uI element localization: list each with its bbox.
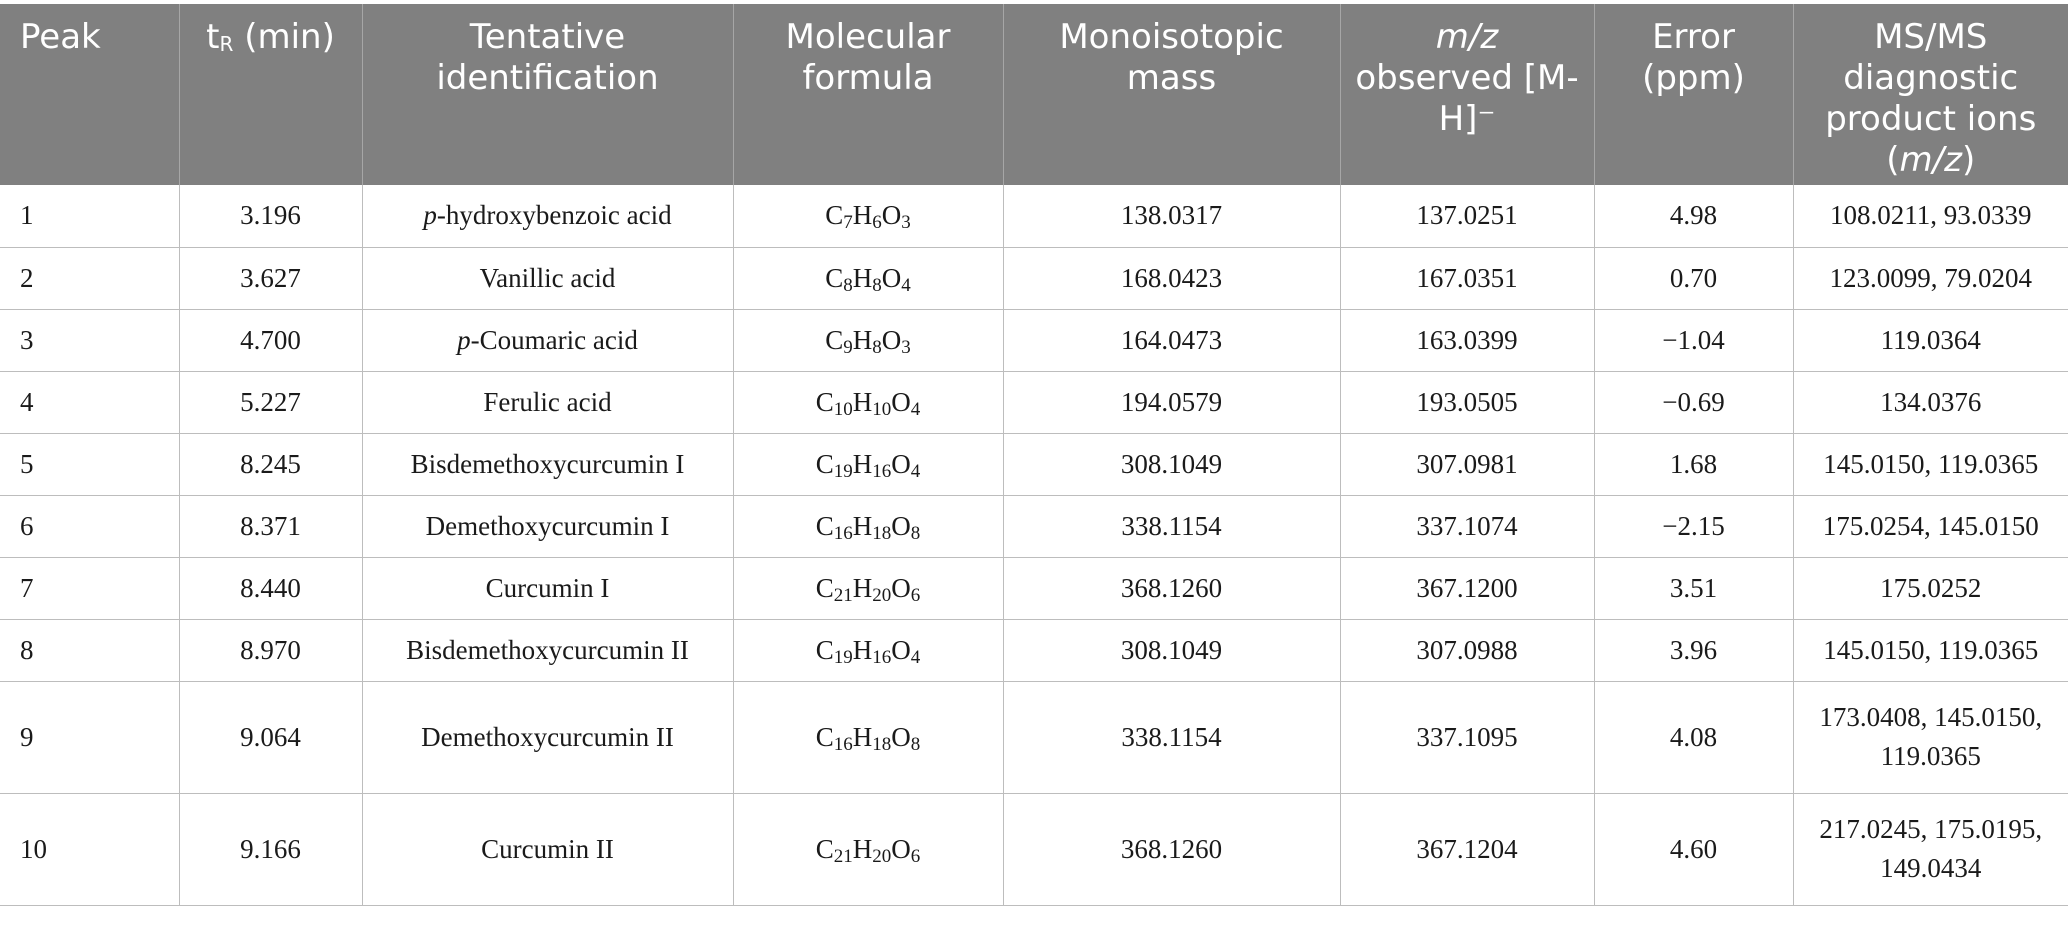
cell-error: 4.60 xyxy=(1594,793,1793,905)
table-body xyxy=(0,185,2068,905)
cell-identification: Demethoxycurcumin II xyxy=(362,681,733,793)
cell-identification: Ferulic acid xyxy=(362,371,733,433)
cell-peak: 1 xyxy=(0,185,179,247)
cell-mass: 338.1154 xyxy=(1003,495,1340,557)
cell-mz-observed: 167.0351 xyxy=(1340,247,1594,309)
cell-peak: 2 xyxy=(0,247,179,309)
cell-msms-ions: 119.0364 xyxy=(1793,309,2068,371)
cell-retention-time: 9.064 xyxy=(179,681,362,793)
cell-retention-time: 9.166 xyxy=(179,793,362,905)
cell-error: 3.51 xyxy=(1594,557,1793,619)
cell-identification: Bisdemethoxycurcumin II xyxy=(362,619,733,681)
cell-identification: p-hydroxybenzoic acid xyxy=(362,185,733,247)
table-row xyxy=(0,433,2068,495)
compound-table xyxy=(0,4,2068,906)
table-header xyxy=(0,4,2068,185)
table-row xyxy=(0,557,2068,619)
cell-mz-observed: 307.0981 xyxy=(1340,433,1594,495)
table-row xyxy=(0,793,2068,905)
cell-formula: $C_8H_8O_4$ xyxy=(733,247,1003,309)
cell-mz-observed: 337.1095 xyxy=(1340,681,1594,793)
table-row xyxy=(0,247,2068,309)
cell-msms-ions: 145.0150, 119.0365 xyxy=(1793,619,2068,681)
cell-mass: 164.0473 xyxy=(1003,309,1340,371)
cell-msms-ions: 175.0254, 145.0150 xyxy=(1793,495,2068,557)
cell-peak: 3 xyxy=(0,309,179,371)
table-row xyxy=(0,371,2068,433)
cell-formula: $C_{21}H_{20}O_6$ xyxy=(733,793,1003,905)
header-mz-observed: m/z observed [M-H]⁻ xyxy=(1340,4,1594,185)
header-mass: Monoisotopic mass xyxy=(1003,4,1340,185)
table-row xyxy=(0,309,2068,371)
cell-peak: 6 xyxy=(0,495,179,557)
cell-retention-time: 5.227 xyxy=(179,371,362,433)
cell-mass: 308.1049 xyxy=(1003,433,1340,495)
cell-mz-observed: 307.0988 xyxy=(1340,619,1594,681)
cell-error: −2.15 xyxy=(1594,495,1793,557)
cell-formula: $C_{19}H_{16}O_4$ xyxy=(733,433,1003,495)
cell-mz-observed: 367.1204 xyxy=(1340,793,1594,905)
header-peak: Peak xyxy=(0,4,179,185)
cell-msms-ions: 134.0376 xyxy=(1793,371,2068,433)
cell-formula: $C_{16}H_{18}O_8$ xyxy=(733,495,1003,557)
cell-mz-observed: 337.1074 xyxy=(1340,495,1594,557)
cell-mass: 308.1049 xyxy=(1003,619,1340,681)
cell-mz-observed: 137.0251 xyxy=(1340,185,1594,247)
table-row xyxy=(0,495,2068,557)
cell-identification: Bisdemethoxycurcumin I xyxy=(362,433,733,495)
cell-msms-ions: 175.0252 xyxy=(1793,557,2068,619)
cell-peak: 10 xyxy=(0,793,179,905)
cell-mz-observed: 163.0399 xyxy=(1340,309,1594,371)
cell-msms-ions: 145.0150, 119.0365 xyxy=(1793,433,2068,495)
cell-formula: $C_7H_6O_3$ xyxy=(733,185,1003,247)
cell-retention-time: 4.700 xyxy=(179,309,362,371)
cell-error: 4.98 xyxy=(1594,185,1793,247)
cell-formula: $C_9H_8O_3$ xyxy=(733,309,1003,371)
header-retention-time: tR (min) xyxy=(179,4,362,185)
header-msms: MS/MS diagnostic product ions (m/z) xyxy=(1793,4,2068,185)
cell-mass: 368.1260 xyxy=(1003,793,1340,905)
cell-retention-time: 8.970 xyxy=(179,619,362,681)
cell-msms-ions: 108.0211, 93.0339 xyxy=(1793,185,2068,247)
cell-identification: Curcumin I xyxy=(362,557,733,619)
cell-error: 0.70 xyxy=(1594,247,1793,309)
cell-peak: 9 xyxy=(0,681,179,793)
cell-identification: p-Coumaric acid xyxy=(362,309,733,371)
cell-mass: 338.1154 xyxy=(1003,681,1340,793)
cell-retention-time: 8.440 xyxy=(179,557,362,619)
cell-error: −1.04 xyxy=(1594,309,1793,371)
header-identification: Tentative identification xyxy=(362,4,733,185)
cell-msms-ions: 217.0245, 175.0195, 149.0434 xyxy=(1793,793,2068,905)
cell-retention-time: 3.196 xyxy=(179,185,362,247)
cell-mz-observed: 193.0505 xyxy=(1340,371,1594,433)
cell-mass: 138.0317 xyxy=(1003,185,1340,247)
cell-error: 3.96 xyxy=(1594,619,1793,681)
cell-retention-time: 8.371 xyxy=(179,495,362,557)
header-error: Error (ppm) xyxy=(1594,4,1793,185)
cell-mz-observed: 367.1200 xyxy=(1340,557,1594,619)
cell-formula: $C_{10}H_{10}O_4$ xyxy=(733,371,1003,433)
cell-formula: $C_{19}H_{16}O_4$ xyxy=(733,619,1003,681)
cell-error: −0.69 xyxy=(1594,371,1793,433)
cell-error: 1.68 xyxy=(1594,433,1793,495)
cell-mass: 368.1260 xyxy=(1003,557,1340,619)
cell-peak: 8 xyxy=(0,619,179,681)
cell-error: 4.08 xyxy=(1594,681,1793,793)
cell-retention-time: 8.245 xyxy=(179,433,362,495)
cell-identification: Curcumin II xyxy=(362,793,733,905)
cell-msms-ions: 173.0408, 145.0150, 119.0365 xyxy=(1793,681,2068,793)
cell-retention-time: 3.627 xyxy=(179,247,362,309)
cell-identification: Vanillic acid xyxy=(362,247,733,309)
cell-mass: 194.0579 xyxy=(1003,371,1340,433)
cell-formula: $C_{21}H_{20}O_6$ xyxy=(733,557,1003,619)
cell-identification: Demethoxycurcumin I xyxy=(362,495,733,557)
cell-mass: 168.0423 xyxy=(1003,247,1340,309)
table-row xyxy=(0,619,2068,681)
cell-peak: 4 xyxy=(0,371,179,433)
table-row xyxy=(0,681,2068,793)
cell-msms-ions: 123.0099, 79.0204 xyxy=(1793,247,2068,309)
cell-formula: $C_{16}H_{18}O_8$ xyxy=(733,681,1003,793)
table-row xyxy=(0,185,2068,247)
header-formula: Molecular formula xyxy=(733,4,1003,185)
cell-peak: 5 xyxy=(0,433,179,495)
cell-peak: 7 xyxy=(0,557,179,619)
